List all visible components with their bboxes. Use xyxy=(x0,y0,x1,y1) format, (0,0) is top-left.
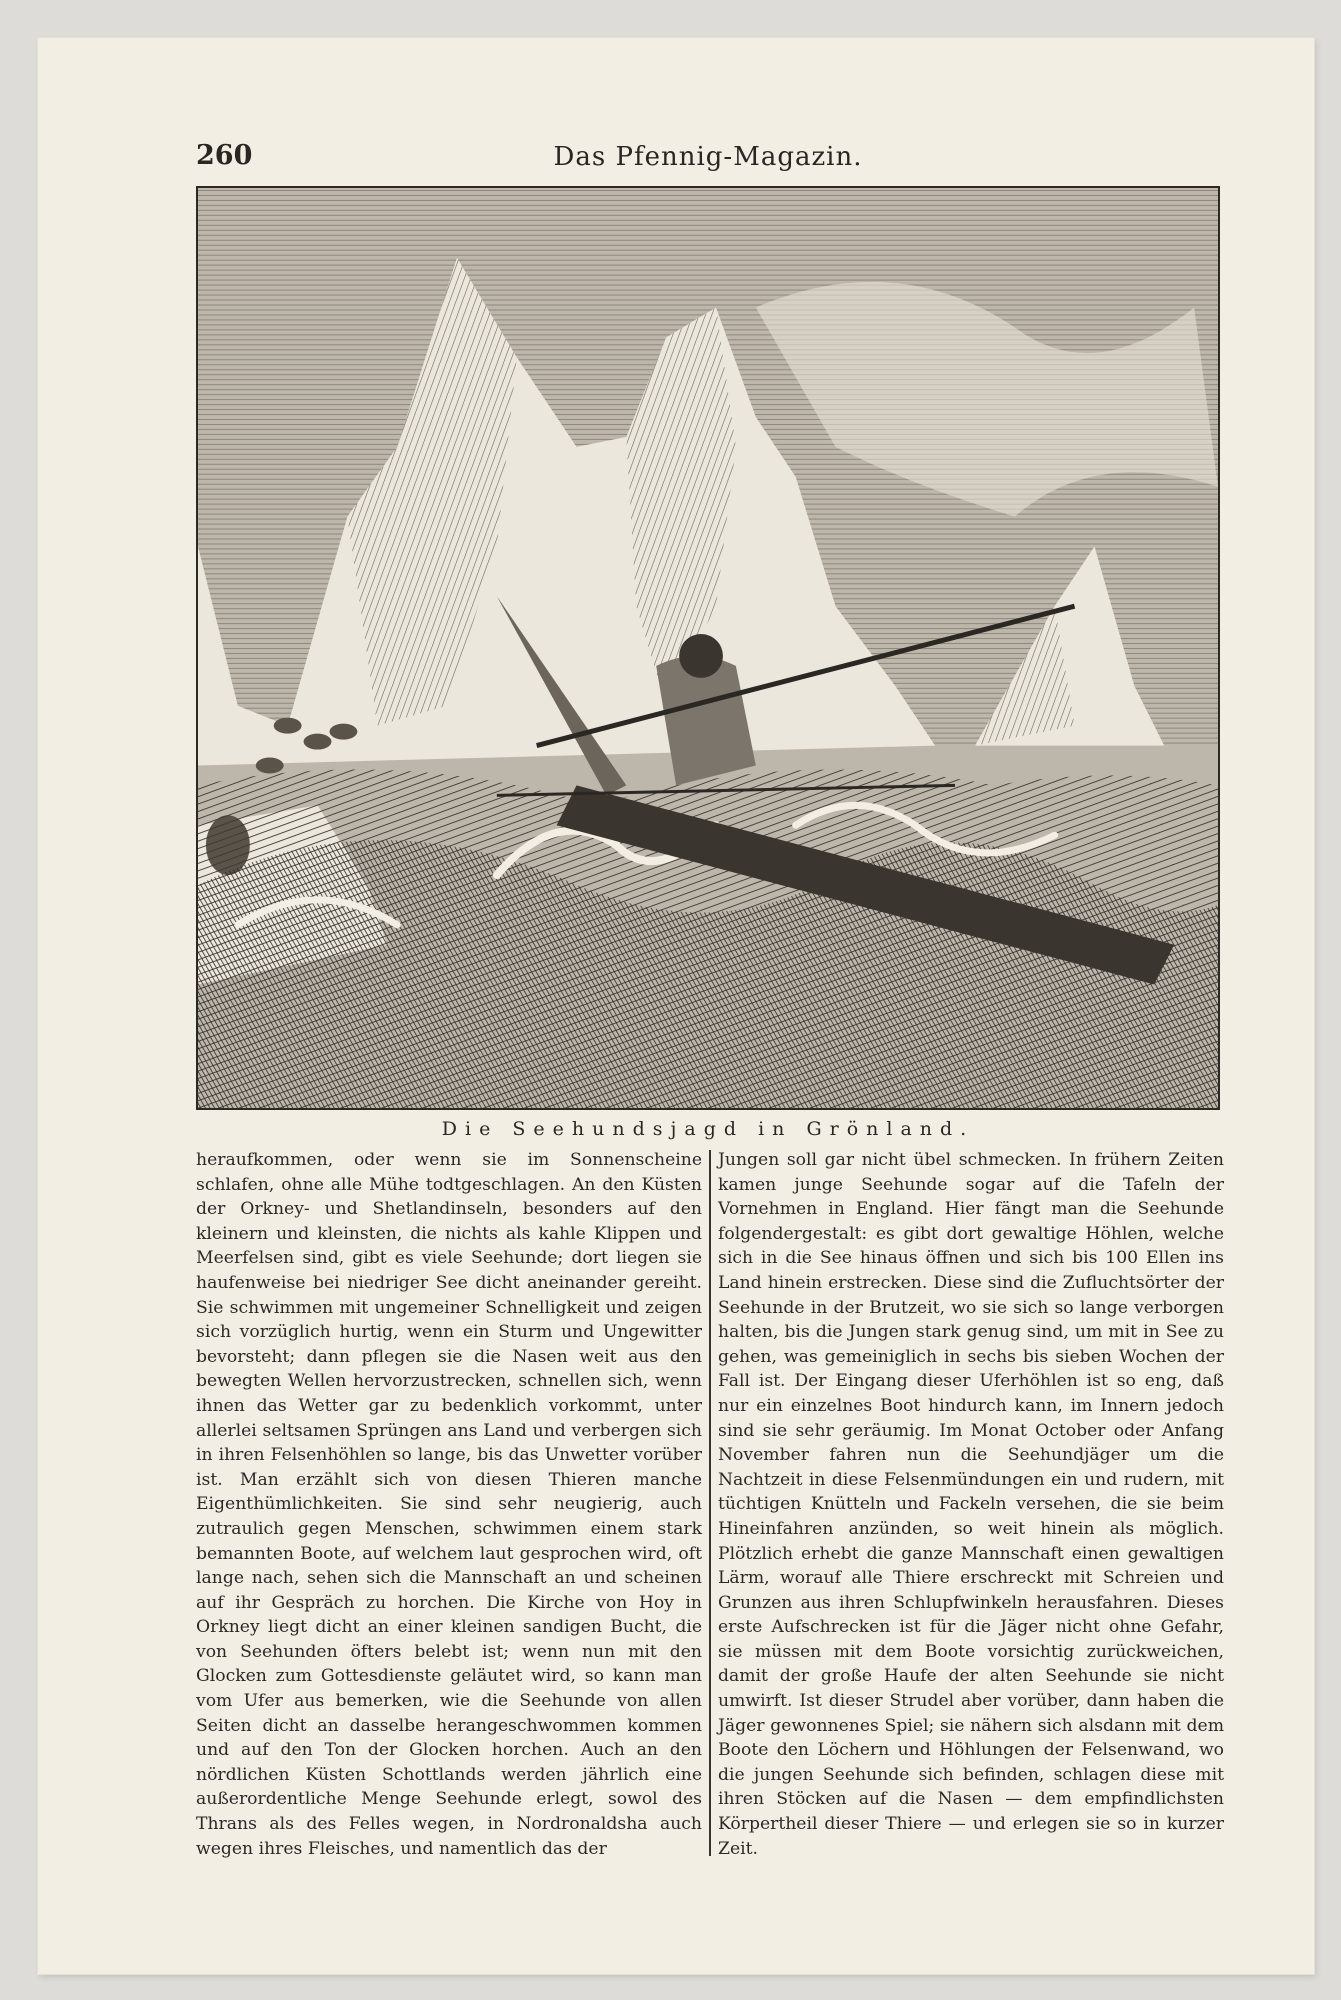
column-left-text: heraufkommen, oder wenn sie im Sonnenscheine schlafen, ohne alle Mühe todtgeschlagen. An den Küsten der Orkney- und Shetlandinseln, besonders auf den kleinern und kleinsten, die nichts als kahle Klippen und Meerfelsen sind, gibt es viele Seehunde; dort liegen sie haufenweise bei niedriger See dicht aneinander gereiht. Sie schwimmen mit ungemeiner Schnelligkeit und zeigen sich vorzüglich hurtig, wenn ein Sturm und Ungewitter bevorsteht; dann pflegen sie die Nasen weit aus den bewegten Wellen hervorzustrecken, schnellen sich, wenn ihnen das Wetter gar zu bedenklich vorkommt, unter allerlei seltsamen Sprüngen ans Land und verbergen sich in ihren Felsenhöhlen so lange, bis das Unwetter vorüber ist. Man erzählt sich von diesen Thieren manche Eigenthümlichkeiten. Sie sind sehr neugierig, auch zutraulich gegen Menschen, schwimmen einem stark bemannten Boote, auf welchem laut gesprochen wird, oft lange nach, sehen sich die Mannschaft an und scheinen auf ihr Gespräch zu horchen. Die Kirche von Hoy in Orkney liegt dicht an einer kleinen sandigen Bucht, die von Seehunden öfters belebt ist; wenn nun mit den Glocken zum Gottesdienste geläutet wird, so kann man vom Ufer aus bemerken, wie die Seehunde von allen Seiten dicht an dasselbe herangeschwommen kommen und auf den Ton der Glocken horchen. Auch an den nördlichen Küsten Schottlands werden jährlich eine außerordentliche Menge Seehunde erlegt, sowol des Thrans als des Felles wegen, in Nordronaldsha auch wegen ihres Fleisches, und namentlich das der xyxy=(196,1150,702,1859)
column-right-text: Jungen soll gar nicht übel schmecken. In frühern Zeiten kamen junge Seehunde sogar auf die Tafeln der Vornehmen in England. Hier fängt man die Seehunde folgendergestalt: es gibt dort gewaltige Höhlen, welche sich in die See hinaus öffnen und sich bis 100 Ellen ins Land hinein erstrecken. Diese sind die Zufluchtsörter der Seehunde in der Brutzeit, wo sie sich so lange verborgen halten, bis die Jungen stark genug sind, um mit in See zu gehen, was gemeiniglich in sechs bis sieben Wochen der Fall ist. Der Eingang dieser Uferhöhlen ist so eng, daß nur ein einzelnes Boot hindurch kann, im Innern jedoch sind sie sehr geräumig. Im Monat October oder Anfang November fahren nun die Seehundjäger um die Nachtzeit in diese Felsenmündungen ein und rudern, mit tüchtigen Knütteln und Fackeln versehen, die sie beim Hineinfahren anzünden, so weit hinein als möglich. Plötzlich erhebt die ganze Mannschaft einen gewaltigen Lärm, worauf alle Thiere erschreckt mit Schreien und Grunzen aus ihren Schlupfwinkeln herausfahren. Dieses erste Aufschrecken ist für die Jäger nicht ohne Gefahr, sie müssen mit dem Boote vorsichtig zurückweichen, damit der große Haufe der alten Seehunde sie nicht umwirft. Ist dieser Strudel aber vorüber, dann haben die Jäger gewonnenes Spiel; sie nähern sich alsdann mit dem Boote den Löchern und Höhlungen der Felsenwand, wo die jungen Seehunde sich befinden, schlagen diese mit ihren Stöcken auf die Nasen — dem empfindlichsten Körpertheil dieser Thiere — und erlegen sie so in kurzer Zeit. xyxy=(718,1150,1224,1859)
running-title: Das Pfennig-Magazin. xyxy=(553,142,863,172)
illustration-caption: Die Seehundsjagd in Grönland. xyxy=(441,1118,975,1140)
text-column-right xyxy=(718,1148,1224,1859)
engraving-image xyxy=(198,188,1218,1108)
column-divider xyxy=(709,1150,711,1856)
text-column-left xyxy=(196,1148,702,1859)
page-number: 260 xyxy=(196,140,253,171)
seal-hunt-illustration xyxy=(196,186,1220,1110)
page-header xyxy=(196,140,1220,180)
